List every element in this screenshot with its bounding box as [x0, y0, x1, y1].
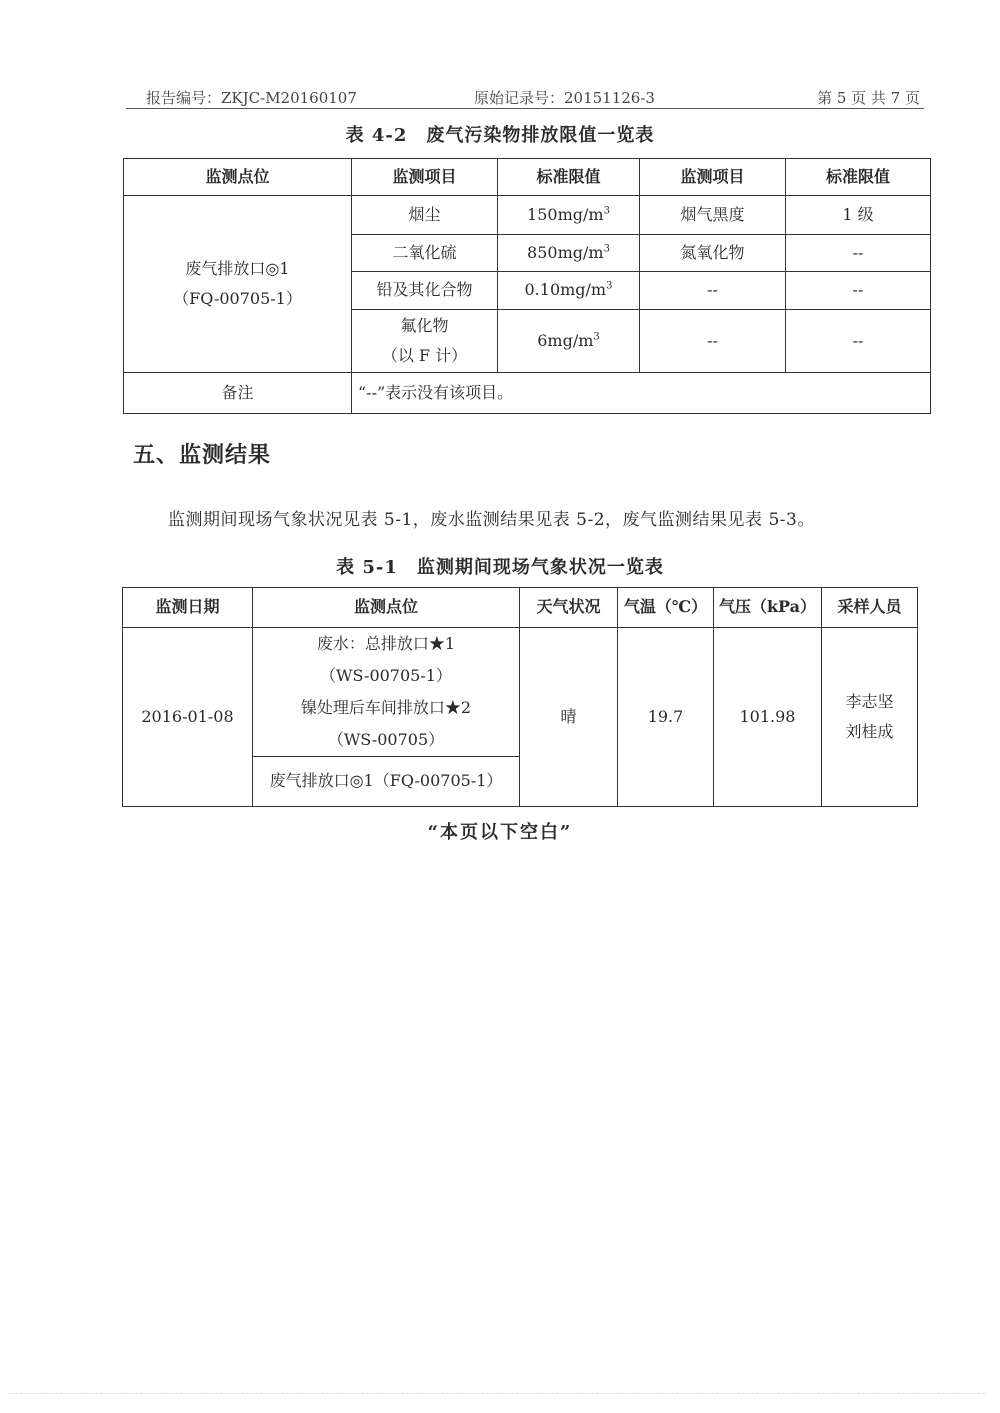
header-weather: 天气状况 [520, 588, 618, 628]
item-cell: 烟气黑度 [640, 196, 786, 235]
item-cell: 铅及其化合物 [352, 272, 498, 310]
remark-label: 备注 [124, 373, 352, 414]
limit-cell: $850mg/m^3$ [498, 235, 640, 272]
report-number: 报告编号：ZKJC-M20160107 [146, 89, 357, 107]
site-name: 废气排放口◎1 [185, 258, 290, 278]
limit-cell: $6mg/m^3$ [498, 310, 640, 373]
table-5-1 [122, 587, 918, 807]
table-header-row [123, 588, 918, 628]
header-item: 监测项目 [352, 159, 498, 196]
table-5-1-caption: 表 5-1 监测期间现场气象状况一览表 [336, 557, 664, 578]
header-pressure: 气压（kPa） [714, 588, 822, 628]
site-cell [124, 196, 352, 373]
remark-row [124, 373, 931, 414]
weather-cell: 晴 [520, 628, 618, 807]
blank-page-note: “本页以下空白” [427, 822, 573, 843]
item-cell: -- [640, 310, 786, 373]
table-header-row [124, 159, 931, 196]
item-cell: 氟化物 （以 F 计） [352, 310, 498, 373]
section-title: 五、监测结果 [133, 442, 272, 468]
limit-cell: $0.10mg/m^3$ [498, 272, 640, 310]
item-cell: 氮氧化物 [640, 235, 786, 272]
header-temperature: 气温（℃） [618, 588, 714, 628]
page-number: 第 5 页 共 7 页 [817, 89, 920, 107]
limit-cell: -- [786, 235, 931, 272]
page-header [126, 84, 924, 109]
table-row [123, 628, 918, 757]
site-code: （FQ-00705-1） [173, 289, 302, 308]
record-number: 原始记录号：20151126-3 [474, 89, 655, 107]
table-4-2-caption: 表 4-2 废气污染物排放限值一览表 [345, 125, 655, 146]
header-sampler: 采样人员 [822, 588, 918, 628]
table-4-2 [123, 158, 931, 414]
limit-cell: 1 级 [786, 196, 931, 235]
sampler-cell: 李志坚 刘桂成 [822, 628, 918, 807]
header-limit: 标准限值 [498, 159, 640, 196]
bottom-divider [10, 1393, 985, 1395]
header-site: 监测点位 [253, 588, 520, 628]
section-paragraph: 监测期间现场气象状况见表 5-1，废水监测结果见表 5-2，废气监测结果见表 5-3。 [168, 510, 815, 530]
item-cell: -- [640, 272, 786, 310]
item-cell: 烟尘 [352, 196, 498, 235]
table-row [124, 196, 931, 235]
header-date: 监测日期 [123, 588, 253, 628]
temperature-cell: 19.7 [618, 628, 714, 807]
site-cell: 废水：总排放口★1 （WS-00705-1） 镍处理后车间排放口★2 （WS-00705） [253, 628, 520, 757]
header-site: 监测点位 [124, 159, 352, 196]
remark-text: “--”表示没有该项目。 [352, 373, 931, 414]
limit-cell: -- [786, 272, 931, 310]
limit-cell: -- [786, 310, 931, 373]
date-cell: 2016-01-08 [123, 628, 253, 807]
limit-cell: $150mg/m^3$ [498, 196, 640, 235]
header-limit-2: 标准限值 [786, 159, 931, 196]
site-cell: 废气排放口◎1（FQ-00705-1） [253, 757, 520, 807]
header-item-2: 监测项目 [640, 159, 786, 196]
pressure-cell: 101.98 [714, 628, 822, 807]
item-cell: 二氧化硫 [352, 235, 498, 272]
